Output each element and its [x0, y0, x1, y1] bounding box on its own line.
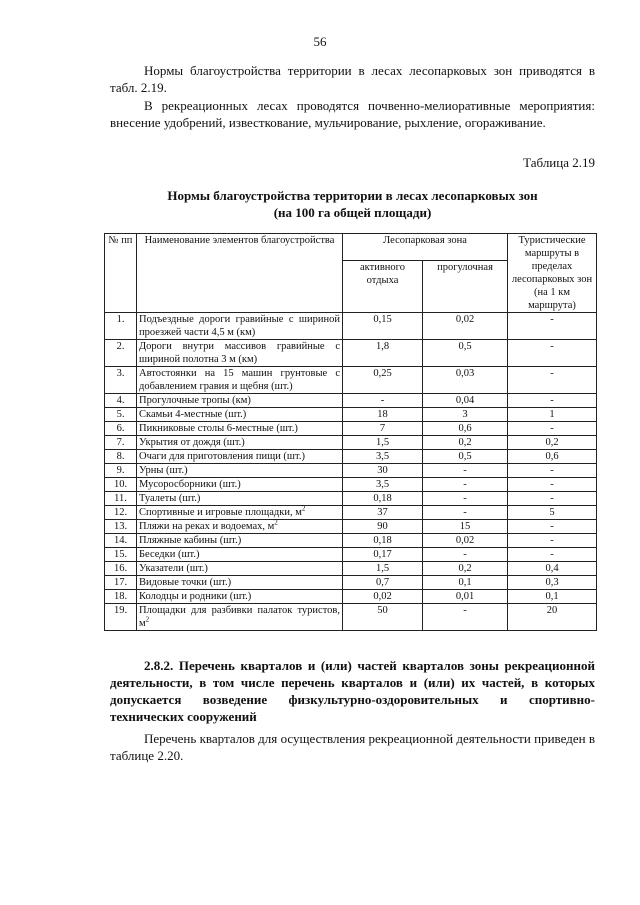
quarters-paragraph: Перечень кварталов для осуществления рекреационной деятельности приведен в таблице 2.20.: [110, 731, 595, 763]
row-walk-value: 0,02: [423, 313, 508, 340]
row-element-name: [137, 367, 343, 394]
row-number: 8.: [105, 450, 137, 464]
row-walk-value: 0,6: [423, 422, 508, 436]
row-walk-value: -: [423, 464, 508, 478]
row-active-value: 50: [343, 604, 423, 631]
row-walk-value: -: [423, 478, 508, 492]
unit-superscript: 2: [274, 518, 278, 527]
row-active-value: 0,25: [343, 367, 423, 394]
row-walk-value: 0,2: [423, 562, 508, 576]
row-element-name-text: Пляжные кабины (шт.): [139, 535, 242, 546]
row-number: 13.: [105, 520, 137, 534]
row-active-value: 1,5: [343, 562, 423, 576]
header-active: активного отдыха: [343, 260, 423, 312]
recreation-paragraph: В рекреационных лесах проводятся почвенно-мелиоративные мероприятия: внесение удобрений, известкование, мульчирование, рыхление, огораживание.: [110, 98, 595, 130]
row-tourist-value: -: [508, 534, 597, 548]
row-element-name: [137, 562, 343, 576]
row-walk-value: 0,01: [423, 590, 508, 604]
row-tourist-value: -: [508, 313, 597, 340]
table-row: [105, 506, 597, 520]
row-element-name-text: Дороги внутри массивов гравийные с шириной полотна 3 м (км): [139, 341, 340, 365]
row-element-name-text: Укрытия от дождя (шт.): [139, 437, 245, 448]
row-element-name-text: Очаги для приготовления пищи (шт.): [139, 451, 305, 462]
table-row: [105, 313, 597, 340]
row-element-name: [137, 464, 343, 478]
row-tourist-value: -: [508, 492, 597, 506]
header-zone: Лесопарковая зона: [343, 234, 508, 261]
row-number: 3.: [105, 367, 137, 394]
row-element-name-text: Прогулочные тропы (км): [139, 395, 251, 406]
row-element-name: [137, 576, 343, 590]
table-row: [105, 562, 597, 576]
row-active-value: 37: [343, 506, 423, 520]
row-tourist-value: -: [508, 394, 597, 408]
header-no: № пп: [105, 234, 137, 313]
row-tourist-value: -: [508, 520, 597, 534]
row-element-name: [137, 422, 343, 436]
row-walk-value: 0,2: [423, 436, 508, 450]
row-element-name: [137, 394, 343, 408]
table-row: [105, 590, 597, 604]
table-row: [105, 492, 597, 506]
row-number: 15.: [105, 548, 137, 562]
row-element-name-text: Скамьи 4-местные (шт.): [139, 409, 247, 420]
row-element-name-text: Урны (шт.): [139, 465, 188, 476]
header-walk: прогулочная: [423, 260, 508, 312]
row-walk-value: 15: [423, 520, 508, 534]
row-element-name: [137, 604, 343, 631]
header-tourist: Туристические маршруты в пределах лесопарковых зон (на 1 км маршрута): [508, 234, 597, 313]
row-number: 4.: [105, 394, 137, 408]
row-number: 19.: [105, 604, 137, 631]
row-element-name-text: Туалеты (шт.): [139, 493, 201, 504]
row-element-name-text: Площадки для разбивки палаток туристов, м: [139, 605, 340, 629]
unit-superscript: 2: [301, 504, 306, 513]
table-caption: [110, 187, 595, 221]
table-row: [105, 520, 597, 534]
row-tourist-value: -: [508, 340, 597, 367]
row-tourist-value: -: [508, 367, 597, 394]
row-element-name-text: Автостоянки на 15 машин грунтовые с добавлением гравия и щебня (шт.): [139, 368, 340, 392]
row-element-name: [137, 590, 343, 604]
row-element-name: [137, 520, 343, 534]
table-row: [105, 367, 597, 394]
section-heading: 2.8.2. Перечень кварталов и (или) частей кварталов зоны рекреационной деятельности, в том числе перечень кварталов и (или) их частей, в которых допускается возведение физкультурно-оздоровительных и спортивно-технических сооружений: [110, 658, 595, 724]
row-walk-value: -: [423, 604, 508, 631]
row-walk-value: 3: [423, 408, 508, 422]
row-tourist-value: -: [508, 422, 597, 436]
row-active-value: 30: [343, 464, 423, 478]
row-active-value: 7: [343, 422, 423, 436]
row-number: 1.: [105, 313, 137, 340]
row-walk-value: 0,1: [423, 576, 508, 590]
row-tourist-value: -: [508, 464, 597, 478]
row-element-name: [137, 534, 343, 548]
table-row: [105, 534, 597, 548]
table-row: [105, 408, 597, 422]
row-element-name-text: Указатели (шт.): [139, 563, 208, 574]
row-number: 12.: [105, 506, 137, 520]
row-number: 6.: [105, 422, 137, 436]
row-active-value: 18: [343, 408, 423, 422]
row-element-name-text: Колодцы и родники (шт.): [139, 591, 252, 602]
row-active-value: 3,5: [343, 450, 423, 464]
row-active-value: 0,18: [343, 492, 423, 506]
table-row: [105, 394, 597, 408]
table-row: [105, 340, 597, 367]
table-row: [105, 604, 597, 631]
table-row: [105, 576, 597, 590]
row-element-name-text: Подъездные дороги гравийные с шириной проезжей части 4,5 м (км): [139, 314, 340, 338]
table-caption-line2: (на 100 га общей площади): [273, 205, 432, 220]
row-element-name-text: Пикниковые столы 6-местные (шт.): [139, 423, 298, 434]
table-caption-line1: Нормы благоустройства территории в лесах лесопарковых зон: [167, 188, 538, 203]
row-walk-value: -: [423, 492, 508, 506]
norms-table-body: [105, 313, 597, 631]
row-element-name: [137, 548, 343, 562]
table-row: [105, 422, 597, 436]
row-tourist-value: 5: [508, 506, 597, 520]
table-row: [105, 548, 597, 562]
row-walk-value: -: [423, 548, 508, 562]
row-tourist-value: 0,2: [508, 436, 597, 450]
row-element-name-text: Видовые точки (шт.): [139, 577, 232, 588]
table-reference: Таблица 2.19: [523, 155, 595, 170]
header-name: Наименование элементов благоустройства: [137, 234, 343, 313]
norms-table: [104, 233, 597, 631]
row-active-value: 0,7: [343, 576, 423, 590]
row-tourist-value: 1: [508, 408, 597, 422]
row-element-name-text: Пляжи на реках и водоемах, м: [139, 521, 275, 532]
row-element-name: [137, 408, 343, 422]
row-walk-value: -: [423, 506, 508, 520]
row-number: 11.: [105, 492, 137, 506]
row-active-value: 0,02: [343, 590, 423, 604]
row-walk-value: 0,5: [423, 340, 508, 367]
row-element-name-text: Мусоросборники (шт.): [139, 479, 241, 490]
table-row: [105, 436, 597, 450]
row-tourist-value: -: [508, 548, 597, 562]
row-active-value: 3,5: [343, 478, 423, 492]
row-active-value: 1,5: [343, 436, 423, 450]
row-number: 16.: [105, 562, 137, 576]
row-active-value: 0,17: [343, 548, 423, 562]
intro-paragraph: Нормы благоустройства территории в лесах лесопарковых зон приводятся в табл. 2.19.: [110, 63, 595, 95]
table-row: [105, 478, 597, 492]
table-row: [105, 450, 597, 464]
row-active-value: 0,18: [343, 534, 423, 548]
row-element-name: [137, 436, 343, 450]
row-element-name: [137, 340, 343, 367]
row-walk-value: 0,5: [423, 450, 508, 464]
row-number: 2.: [105, 340, 137, 367]
row-element-name: [137, 478, 343, 492]
row-tourist-value: 0,1: [508, 590, 597, 604]
row-tourist-value: 20: [508, 604, 597, 631]
row-tourist-value: 0,4: [508, 562, 597, 576]
row-tourist-value: -: [508, 478, 597, 492]
row-active-value: -: [343, 394, 423, 408]
unit-superscript: 2: [145, 615, 150, 624]
row-element-name-text: Спортивные и игровые площадки, м: [139, 507, 302, 518]
row-number: 9.: [105, 464, 137, 478]
row-element-name: [137, 450, 343, 464]
row-number: 7.: [105, 436, 137, 450]
row-element-name: [137, 492, 343, 506]
row-element-name-text: Беседки (шт.): [139, 549, 200, 560]
row-tourist-value: 0,6: [508, 450, 597, 464]
row-number: 17.: [105, 576, 137, 590]
row-walk-value: 0,02: [423, 534, 508, 548]
row-active-value: 0,15: [343, 313, 423, 340]
row-number: 18.: [105, 590, 137, 604]
row-walk-value: 0,03: [423, 367, 508, 394]
page-number: 56: [313, 34, 327, 49]
row-element-name: [137, 506, 343, 520]
row-number: 10.: [105, 478, 137, 492]
row-number: 14.: [105, 534, 137, 548]
row-element-name: [137, 313, 343, 340]
row-number: 5.: [105, 408, 137, 422]
row-walk-value: 0,04: [423, 394, 508, 408]
table-row: [105, 464, 597, 478]
row-active-value: 1,8: [343, 340, 423, 367]
row-tourist-value: 0,3: [508, 576, 597, 590]
row-active-value: 90: [343, 520, 423, 534]
